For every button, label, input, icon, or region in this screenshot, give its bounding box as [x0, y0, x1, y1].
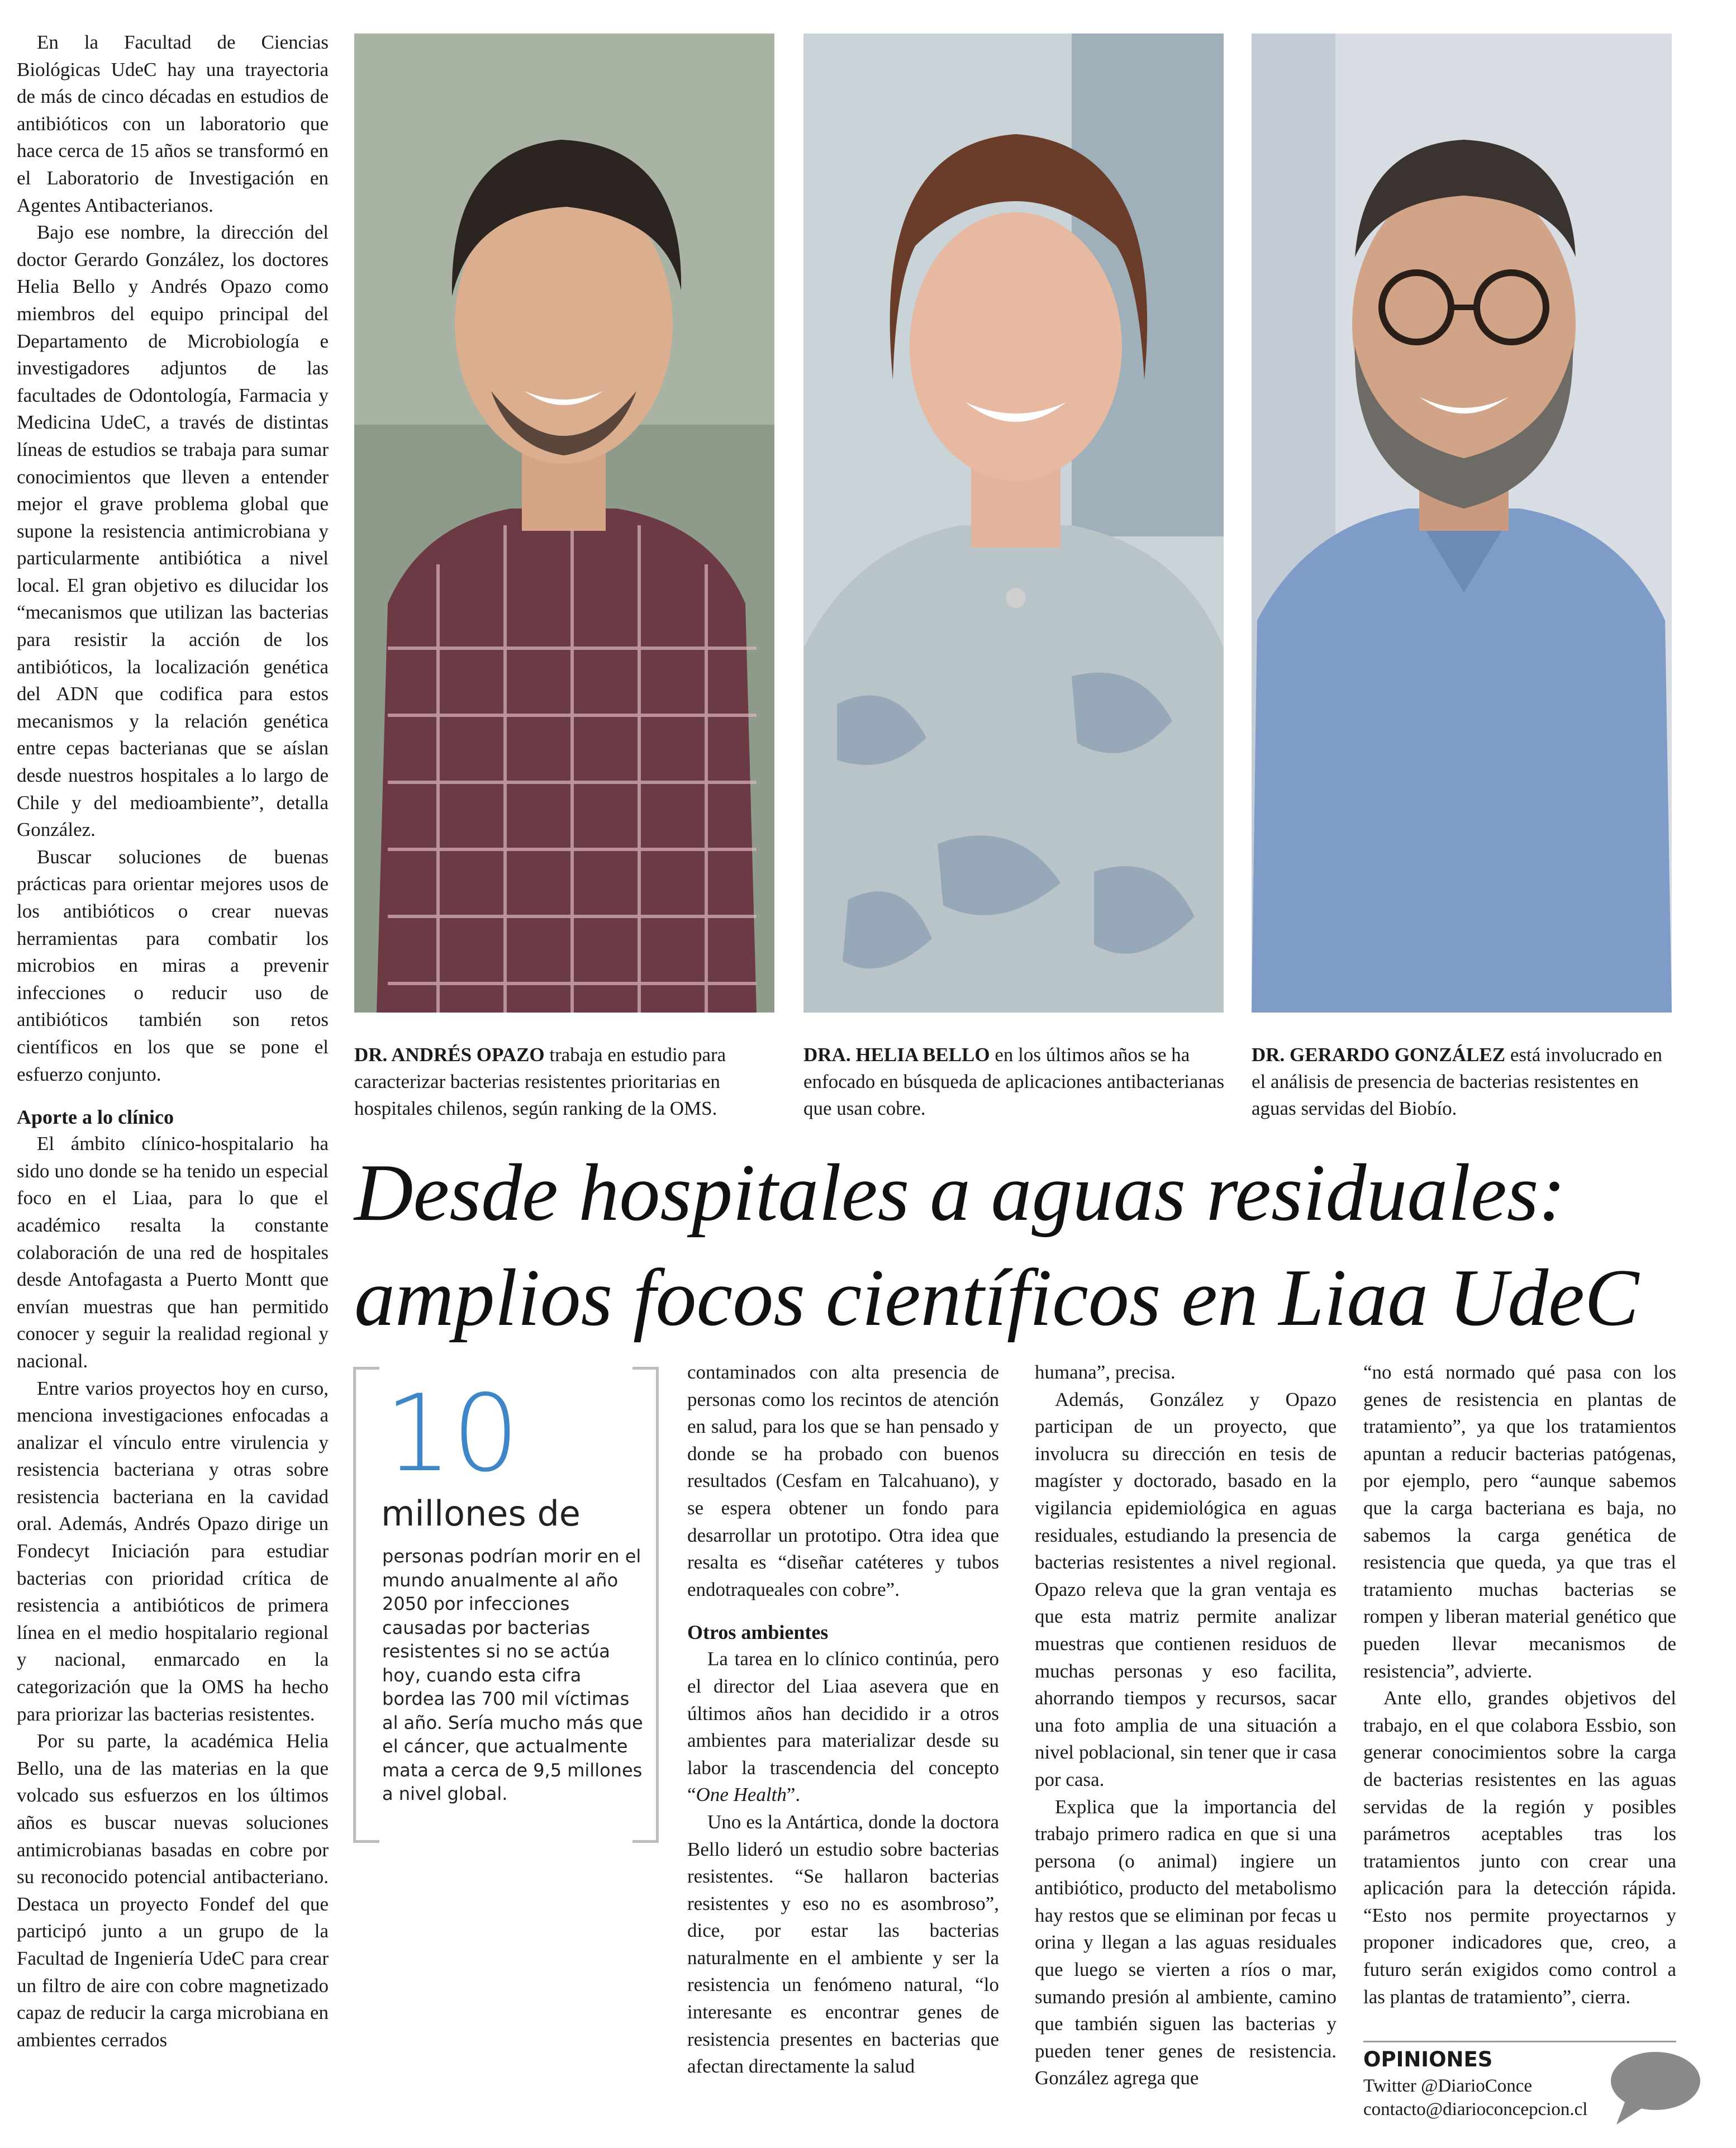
stat-description: personas podrían morir en el mundo anualmente al año 2050 por infecciones causadas por bacterias resistentes si no se actúa hoy, cuando esta cifra bordea las 700 mil víctimas al año. Sería mucho más que el cáncer, que actualmente mata a cerca de 9,5 millones a nivel global.	[382, 1546, 643, 1804]
paragraph: El ámbito clínico-hospitalario ha sido uno donde se ha tenido un especial foco en el Liaa, para lo que el académico resalta la constante colaboración de una red de hospitales desde Antofagasta a Puerto Montt que envían muestras que han permitido conocer y seguir la realidad regional y nacional.	[17, 1133, 329, 1372]
opinions-email[interactable]: contacto@diarioconcepcion.cl	[1363, 2099, 1588, 2120]
photo-caption-bello	[803, 1042, 1228, 1122]
article-column-2	[687, 1359, 999, 2080]
subheading-aporte: Aporte a lo clínico	[17, 1106, 174, 1129]
photo-helia-bello	[803, 34, 1224, 1013]
paragraph: Además, González y Opazo participan de un proyecto, que involucra su dirección en tesis de magíster y doctorado, basado en la vigilancia epidemiológica en aguas residuales, estudiando la presencia de bacterias resistentes a nivel regional. Opazo releva que la gran ventaja es que esta matriz permite analizar muestras que contienen residuos de muchas personas y eso facilita, ahorrando tiempos y recursos, sacar una foto amplia de una situación a nivel poblacional, sin tener que ir casa por casa.	[1035, 1388, 1337, 1790]
photo-caption-opazo	[354, 1042, 779, 1122]
article-column-3	[1035, 1359, 1337, 2092]
photo-andres-opazo	[354, 34, 774, 1013]
headline-line-2: amplios focos científicos en Liaa UdeC	[354, 1252, 1639, 1343]
paragraph: Bajo ese nombre, la dirección del doctor Gerardo González, los doctores Helia Bello y Andrés Opazo como miembros del equipo principal del Departamento de Microbiología e investigadores adjuntos de las facultades de Odontología, Farmacia y Medicina UdeC, a través de distintas líneas de estudios se trabaja para sumar conocimientos que lleven a entender mejor el grave problema global que supone la resistencia antimicrobiana y particularmente antibiótica a nivel local. El gran objetivo es dilucidar los “mecanismos que utilizan las bacterias para resistir la acción de los antibióticos, la localización genética del ADN que codifica para estos mecanismos y la relación genética entre cepas bacterianas que se aíslan desde nuestros hospitales a lo largo de Chile y del medioambiente”, detalla González.	[17, 221, 329, 841]
article-column-1	[17, 29, 329, 2054]
paragraph: Buscar soluciones de buenas prácticas para orientar mejores usos de los antibióticos o crear nuevas herramientas para combatir los microbios en miras a prevenir infecciones o reducir uso de antibióticos también son retos científicos en los que se pone el esfuerzo conjunto.	[17, 845, 329, 1085]
stat-bracket-left	[353, 1367, 379, 1843]
caption-text: está involucrado en el análisis de presencia de bacterias resistentes en aguas servidas del Biobío.	[1252, 1044, 1662, 1119]
caption-text: en los últimos años se ha enfocado en búsqueda de aplicaciones antibacterianas que usan cobre.	[803, 1044, 1225, 1119]
paragraph: En la Facultad de Ciencias Biológicas UdeC hay una trayectoria de más de cinco décadas en estudios de antibióticos con un laboratorio que hace cerca de 15 años se transformó en el Laboratorio de Investigación en Agentes Antibacterianos.	[17, 31, 329, 216]
paragraph: Ante ello, grandes objetivos del trabajo, en el que colabora Essbio, son generar conocimientos sobre la carga de bacterias resistentes en las aguas servidas de la región y posibles parámetros aceptables tras los tratamientos junto con crear una aplicación para la detección rápida. “Esto nos permite proyectarnos y proponer indicadores que, creo, a futuro serán exigidos como control a las plantas de tratamiento”, cierra.	[1363, 1687, 1676, 2008]
caption-name: DR. ANDRÉS OPAZO	[354, 1044, 545, 1066]
paragraph: Por su parte, la académica Helia Bello, una de las materias en la que volcado sus esfuerzos en los últimos años es buscar nuevas soluciones antimicrobianas basadas en cobre por su reconocido potencial antibacteriano. Destaca un proyecto Fondef del que participó junto a un grupo de la Facultad de Ingeniería UdeC para crear un filtro de aire con cobre magnetizado capaz de reducir la carga microbiana en ambientes cerrados	[17, 1730, 329, 2051]
headline-line-1: Desde hospitales a aguas residuales:	[354, 1147, 1566, 1238]
emphasis-one-health: One Health	[696, 1784, 787, 1806]
divider	[1363, 2041, 1676, 2042]
speech-bubble-icon	[1602, 2046, 1703, 2130]
paragraph: humana”, precisa.	[1035, 1361, 1176, 1383]
photo-caption-gonzalez	[1252, 1042, 1676, 1122]
caption-name: DRA. HELIA BELLO	[803, 1044, 990, 1066]
opinions-twitter[interactable]: Twitter @DiarioConce	[1363, 2076, 1533, 2096]
paragraph	[687, 1646, 999, 1809]
photo-gerardo-gonzalez	[1252, 34, 1672, 1013]
subheading-otros-ambientes: Otros ambientes	[687, 1621, 829, 1644]
paragraph: Explica que la importancia del trabajo primero radica en que si una persona (o animal) ingiere un antibiótico, producto del metabolismo hay restos que se eliminan por fecas u orina y llegan a las aguas residuales que luego se vierten a ríos o mar, sumando presión al ambiente, camino que también siguen las bacterias y pueden tener genes de resistencia. González agrega que	[1035, 1795, 1337, 2089]
caption-name: DR. GERARDO GONZÁLEZ	[1252, 1044, 1506, 1066]
paragraph: Entre varios proyectos hoy en curso, menciona investigaciones enfocadas a analizar el vínculo entre virulencia y resistencia bacteriana y otras sobre resistencia bacteriana en la cavidad oral. Además, Andrés Opazo dirige un Fondecyt Iniciación para estudiar bacterias con prioridad crítica de resistencia a antibióticos de primera línea en el medio hospitalario regional y nacional, enmarcado en la categorización que la OMS ha hecho para priorizar las bacterias resistentes.	[17, 1377, 329, 1725]
caption-text: trabaja en estudio para caracterizar bacterias resistentes prioritarias en hospitales chilenos, según ranking de la OMS.	[354, 1044, 726, 1119]
headline	[354, 1140, 1695, 1350]
stat-number: 10	[384, 1372, 520, 1495]
paragraph-text: ”.	[786, 1784, 801, 1806]
stat-label: millones de	[381, 1493, 581, 1534]
article-column-4	[1363, 1359, 1676, 2011]
paragraph: contaminados con alta presencia de personas como los recintos de atención en salud, para los que se han pensado y donde se ha probado con buenos resultados (Cesfam en Talcahuano), y se espera obtener un fondo para desarrollar un prototipo. Otra idea que resalta es “diseñar catéteres y tubos endotraqueales con cobre”.	[687, 1361, 999, 1600]
paragraph: Uno es la Antártica, donde la doctora Bello lideró un estudio sobre bacterias resistentes. “Se hallaron bacterias resistentes y eso no es asombroso”, dice, por estar las bacterias naturalmente en el ambiente y ser la resistencia un fenómeno natural, “lo interesante es encontrar genes de resistencia presentes en bacterias que afectan directamente la salud	[687, 1810, 999, 2078]
paragraph-text: La tarea en lo clínico continúa, pero el director del Liaa asevera que en últimos años han decidido ir a otros ambientes para materializar desde su labor la trascendencia del concepto “	[687, 1648, 999, 1806]
paragraph: “no está normado qué pasa con los genes de resistencia en plantas de tratamiento”, ya que los tratamientos apuntan a reducir bacterias patógenas, por ejemplo, pero “aunque sabemos que la carga bacteriana es baja, no sabemos la carga genética de resistencia que queda, ya que tras el tratamiento muchas bacterias se rompen y liberan material genético que pueden llevar mecanismos de resistencia”, advierte.	[1363, 1361, 1676, 1682]
opinions-title: OPINIONES	[1363, 2047, 1493, 2071]
